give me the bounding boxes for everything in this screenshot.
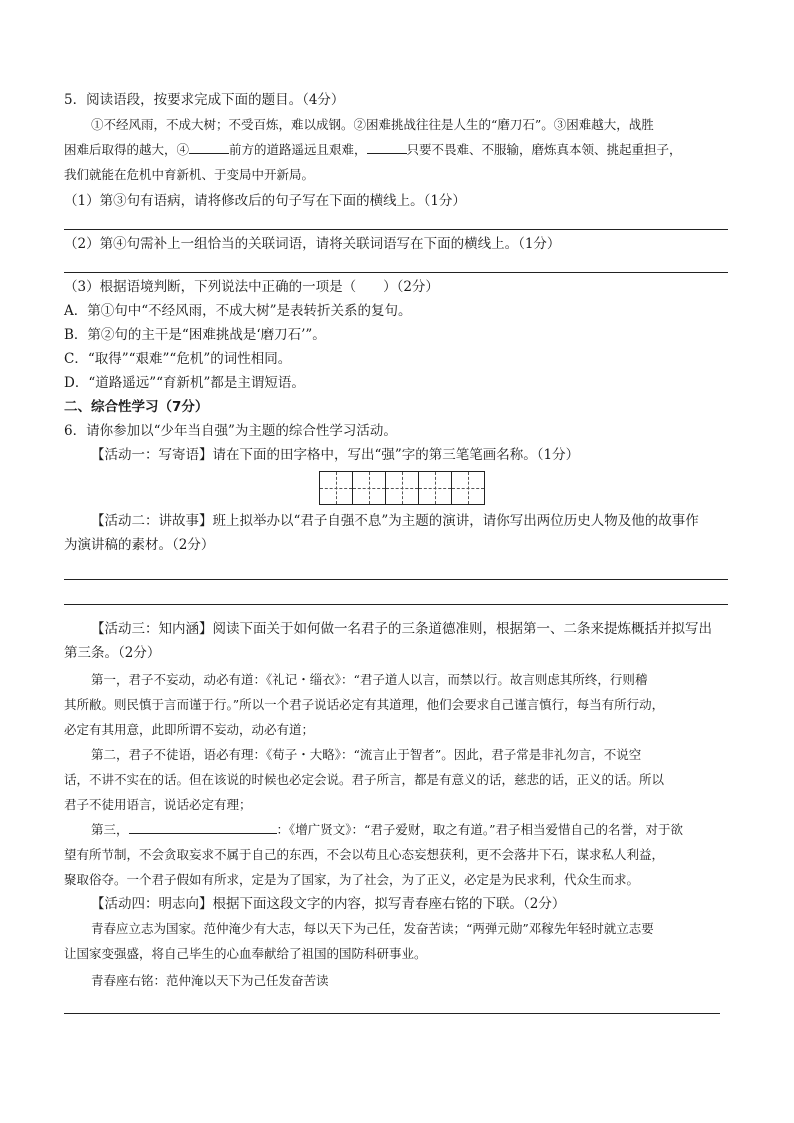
- q6-stem: 6．请你参加以“少年当自强”为主题的综合性学习活动。: [64, 423, 397, 439]
- rule-3-prefix: 第三，: [91, 822, 129, 837]
- option-c[interactable]: C．“取得”“艰难”“危机”的词性相同。: [64, 351, 292, 367]
- rule-1-line: 其所敝。则民慎于言而谨于行。”所以一个君子说话必定有其道理，他们会要求自己谨言慎行，每当有所行动，: [64, 697, 665, 712]
- rule-2-line: 话，不讲不实在的话。但在该说的时候也必定会说。君子所言，都是有意义的话，慈悲的话，正义的话。所以: [64, 772, 665, 787]
- activity-2-cont: 为演讲稿的素材。（2分）: [64, 537, 215, 553]
- activity-4-text: 让国家变强盛，将自己毕生的心血奉献给了祖国的国防科研事业。: [64, 946, 427, 961]
- passage-text: 困难后取得的越大，④: [64, 142, 190, 157]
- q5-sub3: （3）根据语境判断，下列说法中正确的一项是（ ）（2分）: [64, 279, 439, 295]
- activity-2: 【活动二：讲故事】班上拟举办以“君子自强不息”为主题的演讲，请你写出两位历史人物及他的故事作: [91, 513, 699, 529]
- section-heading: 二、综合性学习（7分）: [64, 399, 209, 415]
- motto: 青春座右铭：范仲淹以天下为己任发奋苦读: [91, 973, 329, 988]
- answer-line-3[interactable]: [64, 579, 728, 580]
- rule-3-line: 望有所节制，不会贪取妄求不属于自己的东西，不会以苟且心态妄想获利，更不会落井下石，谋求私人利益，: [64, 847, 665, 862]
- activity-4: 【活动四：明志向】根据下面这段文字的内容，拟写青春座右铭的下联。（2分）: [91, 896, 566, 912]
- passage-text: 前方的道路遥远且艰难，: [229, 142, 367, 157]
- q5-passage-line: 我们就能在危机中育新机、于变局中开新局。: [64, 167, 315, 182]
- activity-1: 【活动一：写寄语】请在下面的田字格中，写出“强”字的第三笔笔画名称。（1分）: [91, 447, 580, 463]
- exam-page: [64, 88, 728, 1014]
- answer-line-4[interactable]: [64, 604, 728, 605]
- blank-4a[interactable]: [189, 153, 229, 154]
- option-b[interactable]: B．第②句的主干是“困难挑战是‘磨刀石’”。: [64, 327, 326, 343]
- rule-1-line: 必定有其用意，此即所谓不妄动，动必有道；: [64, 722, 315, 737]
- rule-3-line: 聚取俗夺。一个君子假如有所求，定是为了国家，为了社会，为了正义，必定是为民求利，代众生而求。: [64, 872, 640, 887]
- option-d[interactable]: D．“道路遥远”“育新机”都是主谓短语。: [64, 375, 305, 391]
- q5-stem: 5．阅读语段，按要求完成下面的题目。（4分）: [64, 92, 345, 108]
- rule-3-line: [64, 817, 728, 842]
- q5-passage-line: [64, 137, 728, 162]
- activity-3-cont: 第三条。（2分）: [64, 645, 161, 661]
- option-a[interactable]: A．第①句中“不经风雨，不成大树”是表转折关系的复句。: [64, 303, 412, 319]
- q5-sub1: （1）第③句有语病，请将修改后的句子写在下面的横线上。（1分）: [64, 193, 466, 209]
- tianzige-cell[interactable]: [352, 471, 386, 505]
- activity-4-text: 青春应立志为国家。范仲淹少有大志，每以天下为己任，发奋苦读；“两弹元勋”邓稼先年轻时就立志要: [91, 921, 654, 936]
- answer-line-1[interactable]: [64, 229, 728, 230]
- rule-2-line: 第二，君子不徒语，语必有理：《荀子・大略》：“流言止于智者”。因此，君子常是非礼勿言，不说空: [91, 747, 642, 762]
- rule-3-text: ：《增广贤文》：“君子爱财，取之有道。”君子相当爱惜自己的名誉，对于欲: [276, 822, 684, 837]
- answer-line-2[interactable]: [64, 272, 728, 273]
- q5-passage-line: ①不经风雨，不成大树；不受百炼，难以成钢。②困难挑战往往是人生的“磨刀石”。③困难越大，战胜: [91, 117, 654, 132]
- blank-4b[interactable]: [367, 153, 407, 154]
- tianzige-cell[interactable]: [451, 471, 485, 505]
- rule-3-blank[interactable]: [129, 833, 277, 834]
- tianzige-cell[interactable]: [319, 471, 353, 505]
- tianzige-cell[interactable]: [418, 471, 452, 505]
- tianzige-grid[interactable]: [319, 471, 728, 505]
- tianzige-cell[interactable]: [385, 471, 419, 505]
- rule-2-line: 君子不徒用语言，说话必定有理；: [64, 797, 252, 812]
- activity-3: 【活动三：知内涵】阅读下面关于如何做一名君子的三条道德准则，根据第一、二条来提炼概括并拟写出: [91, 621, 712, 637]
- rule-1-line: 第一，君子不妄动，动必有道：《礼记・缁衣》：“君子道人以言，而禁以行。故言则虑其所终，行则稽: [91, 672, 648, 687]
- answer-line-5[interactable]: [64, 1013, 720, 1014]
- passage-text: 只要不畏难、不服输，磨炼真本领、挑起重担子，: [406, 142, 682, 157]
- q5-sub2: （2）第④句需补上一组恰当的关联词语，请将关联词语写在下面的横线上。（1分）: [64, 236, 561, 252]
